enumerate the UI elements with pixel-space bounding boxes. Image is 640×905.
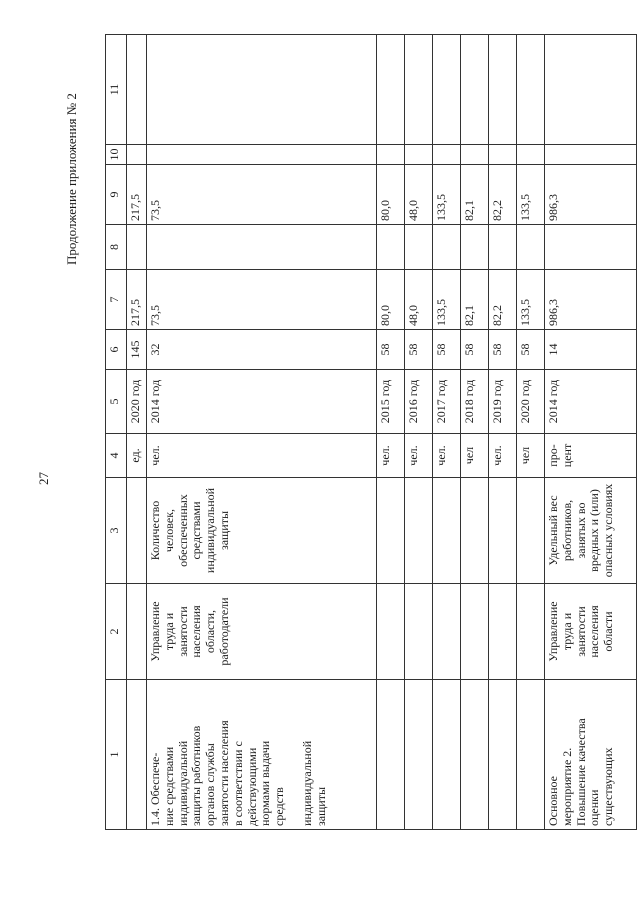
cell-col9: 82,2 <box>489 165 517 225</box>
cell-col9: 133,5 <box>517 165 545 225</box>
cell-value: 58 <box>461 330 489 370</box>
table-row <box>127 35 147 830</box>
col-header: 2 <box>106 584 127 680</box>
cell-value: 58 <box>517 330 545 370</box>
cell-col10 <box>377 145 405 165</box>
cell-activity <box>489 680 517 830</box>
col-header: 7 <box>106 270 127 330</box>
table-row <box>489 35 517 830</box>
cell-year: 2019 год <box>489 370 517 434</box>
cell-year: 2016 год <box>405 370 433 434</box>
page-number: 27 <box>36 472 51 485</box>
cell-value: 32 <box>147 330 377 370</box>
cell-year: 2020 год <box>127 370 147 434</box>
cell-activity <box>405 680 433 830</box>
cell-indicator <box>377 478 405 584</box>
cell-indicator <box>489 478 517 584</box>
col-header: 6 <box>106 330 127 370</box>
cell-value: 14 <box>545 330 637 370</box>
cell-value: 58 <box>433 330 461 370</box>
cell-unit: чел. <box>147 434 377 478</box>
cell-col8 <box>377 225 405 270</box>
cell-col8 <box>405 225 433 270</box>
cell-year: 2014 год <box>545 370 637 434</box>
col-header: 4 <box>106 434 127 478</box>
cell-col11 <box>127 35 147 145</box>
cell-total: 82,2 <box>489 270 517 330</box>
cell-executor <box>433 584 461 680</box>
col-header: 10 <box>106 145 127 165</box>
cell-value: 58 <box>489 330 517 370</box>
cell-col10 <box>433 145 461 165</box>
cell-unit: про- цент <box>545 434 637 478</box>
cell-unit: чел. <box>433 434 461 478</box>
table-row <box>461 35 489 830</box>
cell-unit: чел <box>461 434 489 478</box>
cell-executor <box>377 584 405 680</box>
cell-col11 <box>517 35 545 145</box>
cell-total: 73,5 <box>147 270 377 330</box>
cell-col9: 48,0 <box>405 165 433 225</box>
cell-col9: 82,1 <box>461 165 489 225</box>
cell-col8 <box>517 225 545 270</box>
cell-col10 <box>127 145 147 165</box>
cell-executor <box>517 584 545 680</box>
cell-executor <box>461 584 489 680</box>
cell-col9: 986,3 <box>545 165 637 225</box>
cell-indicator <box>127 478 147 584</box>
cell-indicator <box>433 478 461 584</box>
col-header: 5 <box>106 370 127 434</box>
cell-executor <box>489 584 517 680</box>
table-row <box>433 35 461 830</box>
cell-activity <box>377 680 405 830</box>
cell-year: 2014 год <box>147 370 377 434</box>
cell-unit: ед. <box>127 434 147 478</box>
cell-year: 2017 год <box>433 370 461 434</box>
col-header: 11 <box>106 35 127 145</box>
cell-col10 <box>489 145 517 165</box>
cell-unit: чел <box>517 434 545 478</box>
continuation-note: Продолжение приложения № 2 <box>64 93 79 265</box>
cell-col8 <box>545 225 637 270</box>
cell-col8 <box>127 225 147 270</box>
col-header: 8 <box>106 225 127 270</box>
cell-col10 <box>405 145 433 165</box>
table-row <box>545 35 637 830</box>
cell-col11 <box>433 35 461 145</box>
table-row <box>377 35 405 830</box>
cell-value: 145 <box>127 330 147 370</box>
cell-executor: Управление труда и занятости населения области <box>545 584 637 680</box>
cell-activity <box>127 680 147 830</box>
cell-col8 <box>489 225 517 270</box>
cell-col8 <box>461 225 489 270</box>
col-header: 1 <box>106 680 127 830</box>
cell-indicator: Удельный вес работников, занятых во вредных и (или) опасных условиях <box>545 478 637 584</box>
table-row <box>147 35 377 830</box>
cell-col9: 217,5 <box>127 165 147 225</box>
table-row <box>405 35 433 830</box>
cell-value: 58 <box>405 330 433 370</box>
cell-activity <box>517 680 545 830</box>
cell-col10 <box>147 145 377 165</box>
table-row <box>517 35 545 830</box>
cell-col11 <box>405 35 433 145</box>
cell-col10 <box>461 145 489 165</box>
cell-unit: чел. <box>405 434 433 478</box>
cell-col11 <box>147 35 377 145</box>
cell-total: 80,0 <box>377 270 405 330</box>
cell-value: 58 <box>377 330 405 370</box>
header-row <box>106 35 127 830</box>
cell-col10 <box>517 145 545 165</box>
cell-total: 133,5 <box>433 270 461 330</box>
cell-total: 133,5 <box>517 270 545 330</box>
cell-col11 <box>461 35 489 145</box>
cell-col10 <box>545 145 637 165</box>
cell-indicator: Количество человек, обеспеченных средствами индивидуальной защиты <box>147 478 377 584</box>
cell-executor <box>405 584 433 680</box>
cell-indicator <box>517 478 545 584</box>
cell-total: 986,3 <box>545 270 637 330</box>
cell-col9: 80,0 <box>377 165 405 225</box>
cell-year: 2018 год <box>461 370 489 434</box>
cell-col11 <box>377 35 405 145</box>
col-header: 9 <box>106 165 127 225</box>
cell-executor: Управление труда и занятости населения области, работодатели <box>147 584 377 680</box>
cell-activity: Основное мероприятие 2. Повышение качества оценки существующих <box>545 680 637 830</box>
cell-activity: 1.4. Обеспече- ние средствами индивидуальной защиты работников органов службы занятости населения в соответствии с действующими нормами выдачи средств индивидуальной защиты <box>147 680 377 830</box>
cell-total: 48,0 <box>405 270 433 330</box>
cell-year: 2015 год <box>377 370 405 434</box>
cell-activity <box>433 680 461 830</box>
cell-year: 2020 год <box>517 370 545 434</box>
cell-executor <box>127 584 147 680</box>
cell-indicator <box>461 478 489 584</box>
cell-col8 <box>433 225 461 270</box>
cell-activity <box>461 680 489 830</box>
cell-unit: чел. <box>489 434 517 478</box>
cell-col11 <box>489 35 517 145</box>
cell-col9: 73,5 <box>147 165 377 225</box>
program-table <box>105 34 637 830</box>
cell-col9: 133,5 <box>433 165 461 225</box>
cell-total: 217,5 <box>127 270 147 330</box>
cell-unit: чел. <box>377 434 405 478</box>
col-header: 3 <box>106 478 127 584</box>
cell-col11 <box>545 35 637 145</box>
cell-indicator <box>405 478 433 584</box>
cell-col8 <box>147 225 377 270</box>
cell-total: 82,1 <box>461 270 489 330</box>
